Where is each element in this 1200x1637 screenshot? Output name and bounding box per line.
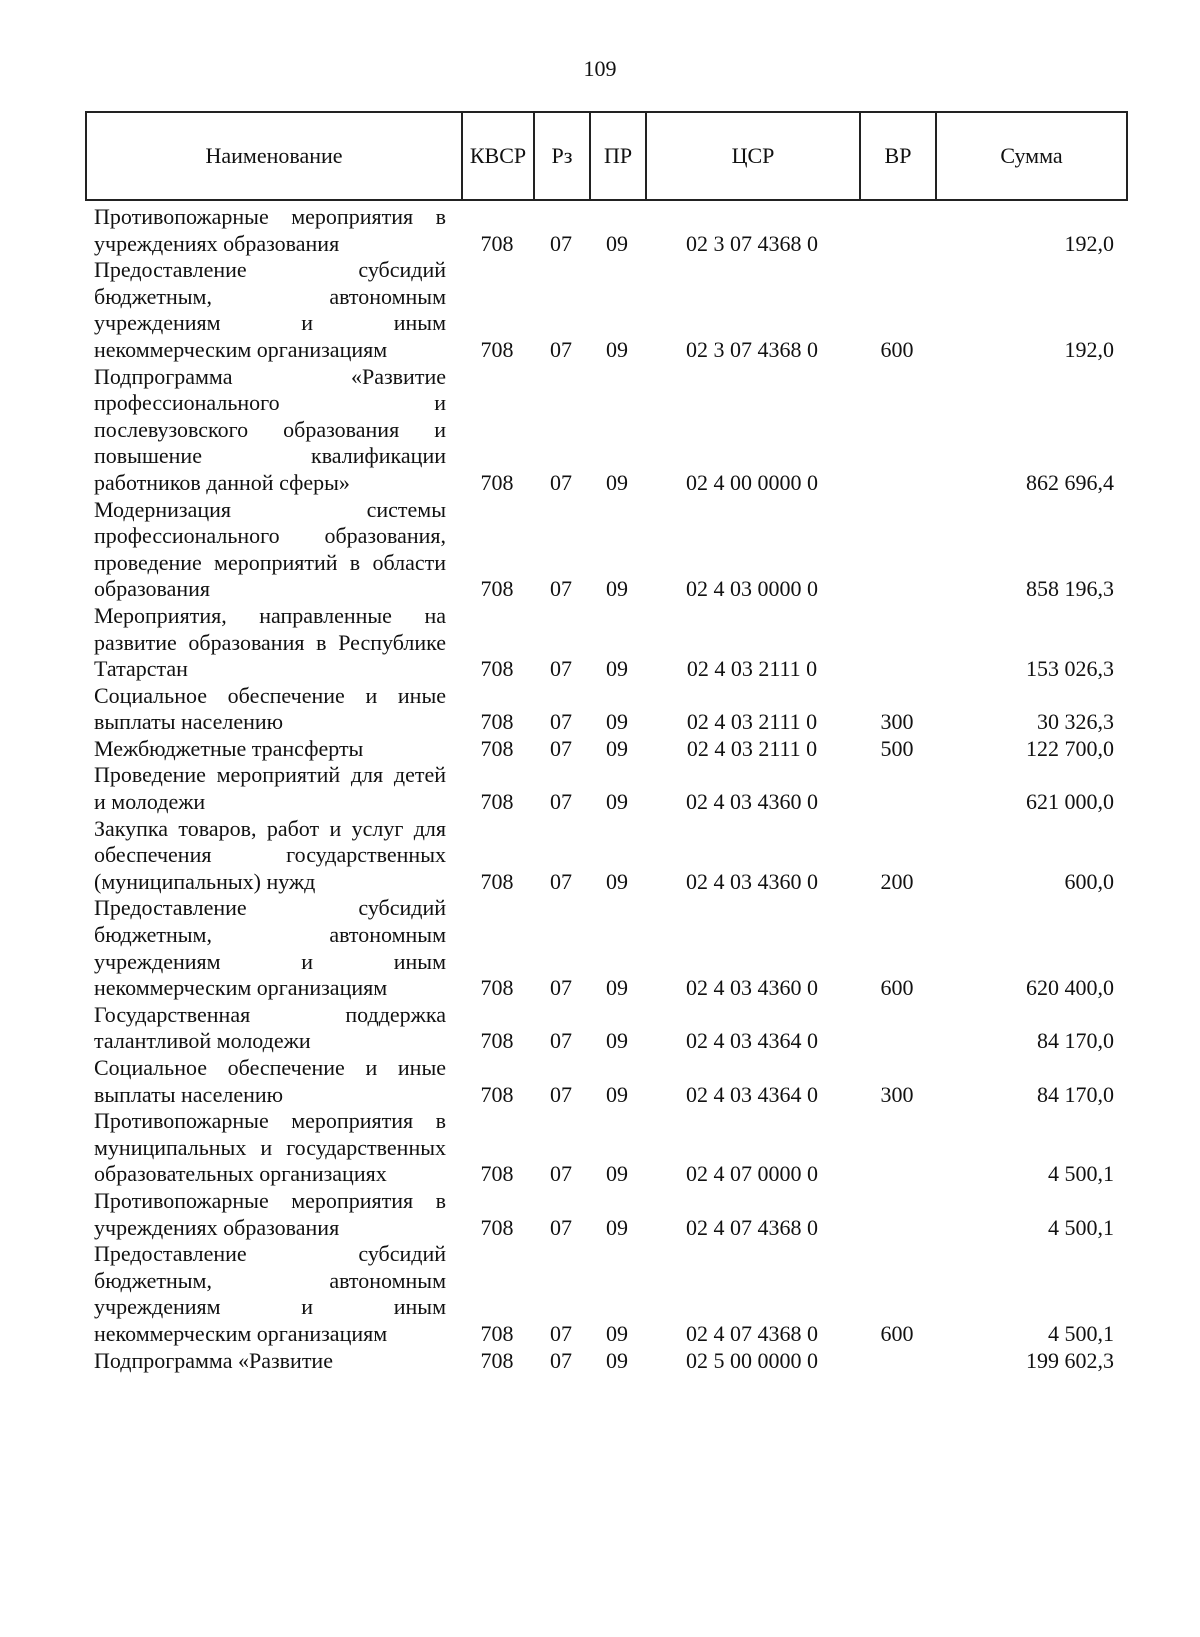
cell-rz: 07	[550, 469, 572, 495]
cell-kvsr: 708	[480, 1347, 514, 1373]
cell-rz: 07	[550, 1081, 572, 1107]
table-row	[85, 1188, 1128, 1241]
cell-name: Противопожарные мероприятия в учреждениях образования	[94, 204, 446, 256]
cell-vr: 600	[880, 336, 914, 362]
cell-sum: 4 500,1	[1048, 1214, 1114, 1240]
cell-sum: 192,0	[1064, 230, 1114, 256]
header-csr: ЦСР	[647, 113, 861, 199]
cell-kvsr: 708	[480, 789, 514, 815]
cell-sum: 600,0	[1064, 868, 1114, 894]
cell-csr: 02 4 03 2111 0	[686, 656, 818, 682]
table-row	[85, 603, 1128, 683]
table-row	[85, 1241, 1128, 1347]
table-row	[85, 895, 1128, 1001]
cell-vr: 600	[880, 1320, 914, 1346]
cell-sum: 620 400,0	[1026, 975, 1114, 1001]
table-row	[85, 1108, 1128, 1188]
cell-name: Закупка товаров, работ и услуг для обеспечения государственных (муниципальных) нужд	[94, 815, 446, 894]
cell-name: Проведение мероприятий для детей и молодежи	[94, 762, 446, 815]
cell-pr: 09	[606, 230, 628, 256]
cell-sum: 122 700,0	[1026, 735, 1114, 761]
cell-rz: 07	[550, 336, 572, 362]
cell-name: Социальное обеспечение и иные выплаты населению	[94, 682, 446, 735]
cell-rz: 07	[550, 1347, 572, 1373]
cell-kvsr: 708	[480, 469, 514, 495]
cell-name: Предоставление субсидий бюджетным, автономным учреждениям и иным некоммерческим организациям	[94, 895, 446, 1001]
table-row	[85, 204, 1128, 257]
table-row	[85, 816, 1128, 896]
cell-sum: 153 026,3	[1026, 656, 1114, 682]
cell-name: Межбюджетные трансферты	[94, 735, 364, 761]
cell-sum: 4 500,1	[1048, 1161, 1114, 1187]
cell-name: Подпрограмма «Развитие	[94, 1347, 333, 1373]
cell-pr: 09	[606, 1161, 628, 1187]
header-vr: ВР	[861, 113, 937, 199]
cell-kvsr: 708	[480, 735, 514, 761]
cell-kvsr: 708	[480, 230, 514, 256]
cell-name: Социальное обеспечение и иные выплаты населению	[94, 1055, 446, 1107]
cell-csr: 02 4 00 0000 0	[686, 469, 818, 495]
table-body	[85, 204, 1128, 1374]
cell-kvsr: 708	[480, 709, 514, 735]
cell-sum: 199 602,3	[1026, 1347, 1114, 1373]
cell-csr: 02 4 03 4360 0	[686, 975, 818, 1001]
cell-csr: 02 3 07 4368 0	[686, 230, 818, 256]
cell-csr: 02 4 07 4368 0	[686, 1214, 818, 1240]
cell-csr: 02 4 07 4368 0	[686, 1320, 818, 1346]
cell-rz: 07	[550, 868, 572, 894]
cell-sum: 84 170,0	[1037, 1028, 1114, 1054]
cell-csr: 02 4 03 4364 0	[686, 1028, 818, 1054]
cell-pr: 09	[606, 469, 628, 495]
cell-pr: 09	[606, 1214, 628, 1240]
table-row	[85, 1055, 1128, 1108]
header-name: Наименование	[87, 113, 463, 199]
cell-vr: 300	[880, 709, 914, 735]
cell-name: Предоставление субсидий бюджетным, автономным учреждениям и иным некоммерческим организациям	[94, 1241, 446, 1346]
table-header	[85, 111, 1128, 201]
header-sum: Сумма	[1000, 143, 1063, 168]
cell-kvsr: 708	[480, 1320, 514, 1346]
cell-kvsr: 708	[480, 656, 514, 682]
cell-pr: 09	[606, 868, 628, 894]
cell-sum: 30 326,3	[1037, 709, 1114, 735]
cell-csr: 02 4 03 2111 0	[686, 735, 818, 761]
cell-name: Мероприятия, направленные на развитие образования в Республике Татарстан	[94, 602, 446, 682]
cell-kvsr: 708	[480, 336, 514, 362]
cell-rz: 07	[550, 576, 572, 602]
cell-pr: 09	[606, 1347, 628, 1373]
table-row	[85, 497, 1128, 603]
cell-kvsr: 708	[480, 975, 514, 1001]
cell-vr: 600	[880, 975, 914, 1001]
cell-rz: 07	[550, 656, 572, 682]
cell-pr: 09	[606, 1028, 628, 1054]
cell-csr: 02 3 07 4368 0	[686, 336, 818, 362]
cell-pr: 09	[606, 336, 628, 362]
table-row	[85, 736, 1128, 763]
cell-pr: 09	[606, 576, 628, 602]
cell-kvsr: 708	[480, 1028, 514, 1054]
table-row	[85, 683, 1128, 736]
cell-pr: 09	[606, 735, 628, 761]
cell-rz: 07	[550, 230, 572, 256]
cell-sum: 192,0	[1064, 336, 1114, 362]
cell-rz: 07	[550, 735, 572, 761]
cell-vr: 500	[880, 735, 914, 761]
cell-csr: 02 4 03 4360 0	[686, 868, 818, 894]
cell-pr: 09	[606, 975, 628, 1001]
cell-rz: 07	[550, 709, 572, 735]
cell-vr: 300	[880, 1081, 914, 1107]
cell-vr: 200	[880, 868, 914, 894]
cell-name: Государственная поддержка талантливой молодежи	[94, 1001, 446, 1054]
table-row	[85, 257, 1128, 363]
cell-name: Противопожарные мероприятия в муниципальных и государственных образовательных организациях	[94, 1108, 446, 1187]
cell-sum: 858 196,3	[1026, 576, 1114, 602]
cell-pr: 09	[606, 1320, 628, 1346]
cell-csr: 02 4 03 0000 0	[686, 576, 818, 602]
cell-csr: 02 5 00 0000 0	[686, 1347, 818, 1373]
cell-name: Подпрограмма «Развитие профессионального и послевузовского образования и повышение квалификации работников данной сферы»	[94, 363, 446, 495]
cell-csr: 02 4 07 0000 0	[686, 1161, 818, 1187]
page-number: 109	[583, 56, 617, 81]
table-row	[85, 1348, 1128, 1375]
cell-pr: 09	[606, 789, 628, 815]
cell-pr: 09	[606, 1081, 628, 1107]
cell-pr: 09	[606, 656, 628, 682]
table-row	[85, 762, 1128, 815]
cell-pr: 09	[606, 709, 628, 735]
cell-sum: 4 500,1	[1048, 1320, 1114, 1346]
cell-name: Предоставление субсидий бюджетным, автономным учреждениям и иным некоммерческим организациям	[94, 257, 446, 362]
cell-rz: 07	[550, 1320, 572, 1346]
cell-csr: 02 4 03 2111 0	[686, 709, 818, 735]
cell-name: Противопожарные мероприятия в учреждениях образования	[94, 1187, 446, 1240]
cell-rz: 07	[550, 1161, 572, 1187]
cell-csr: 02 4 03 4360 0	[686, 789, 818, 815]
cell-rz: 07	[550, 1214, 572, 1240]
header-rz: Рз	[535, 113, 591, 199]
table-row	[85, 1002, 1128, 1055]
cell-kvsr: 708	[480, 1161, 514, 1187]
cell-kvsr: 708	[480, 868, 514, 894]
cell-sum: 621 000,0	[1026, 789, 1114, 815]
cell-sum: 84 170,0	[1037, 1081, 1114, 1107]
cell-rz: 07	[550, 1028, 572, 1054]
header-pr: ПР	[591, 113, 647, 199]
cell-kvsr: 708	[480, 1081, 514, 1107]
cell-sum: 862 696,4	[1026, 469, 1114, 495]
table-row	[85, 364, 1128, 497]
cell-rz: 07	[550, 789, 572, 815]
cell-csr: 02 4 03 4364 0	[686, 1081, 818, 1107]
cell-kvsr: 708	[480, 576, 514, 602]
cell-name: Модернизация системы профессионального образования, проведение мероприятий в области образования	[94, 496, 446, 602]
cell-kvsr: 708	[480, 1214, 514, 1240]
header-kvsr: КВСР	[463, 113, 535, 199]
cell-rz: 07	[550, 975, 572, 1001]
